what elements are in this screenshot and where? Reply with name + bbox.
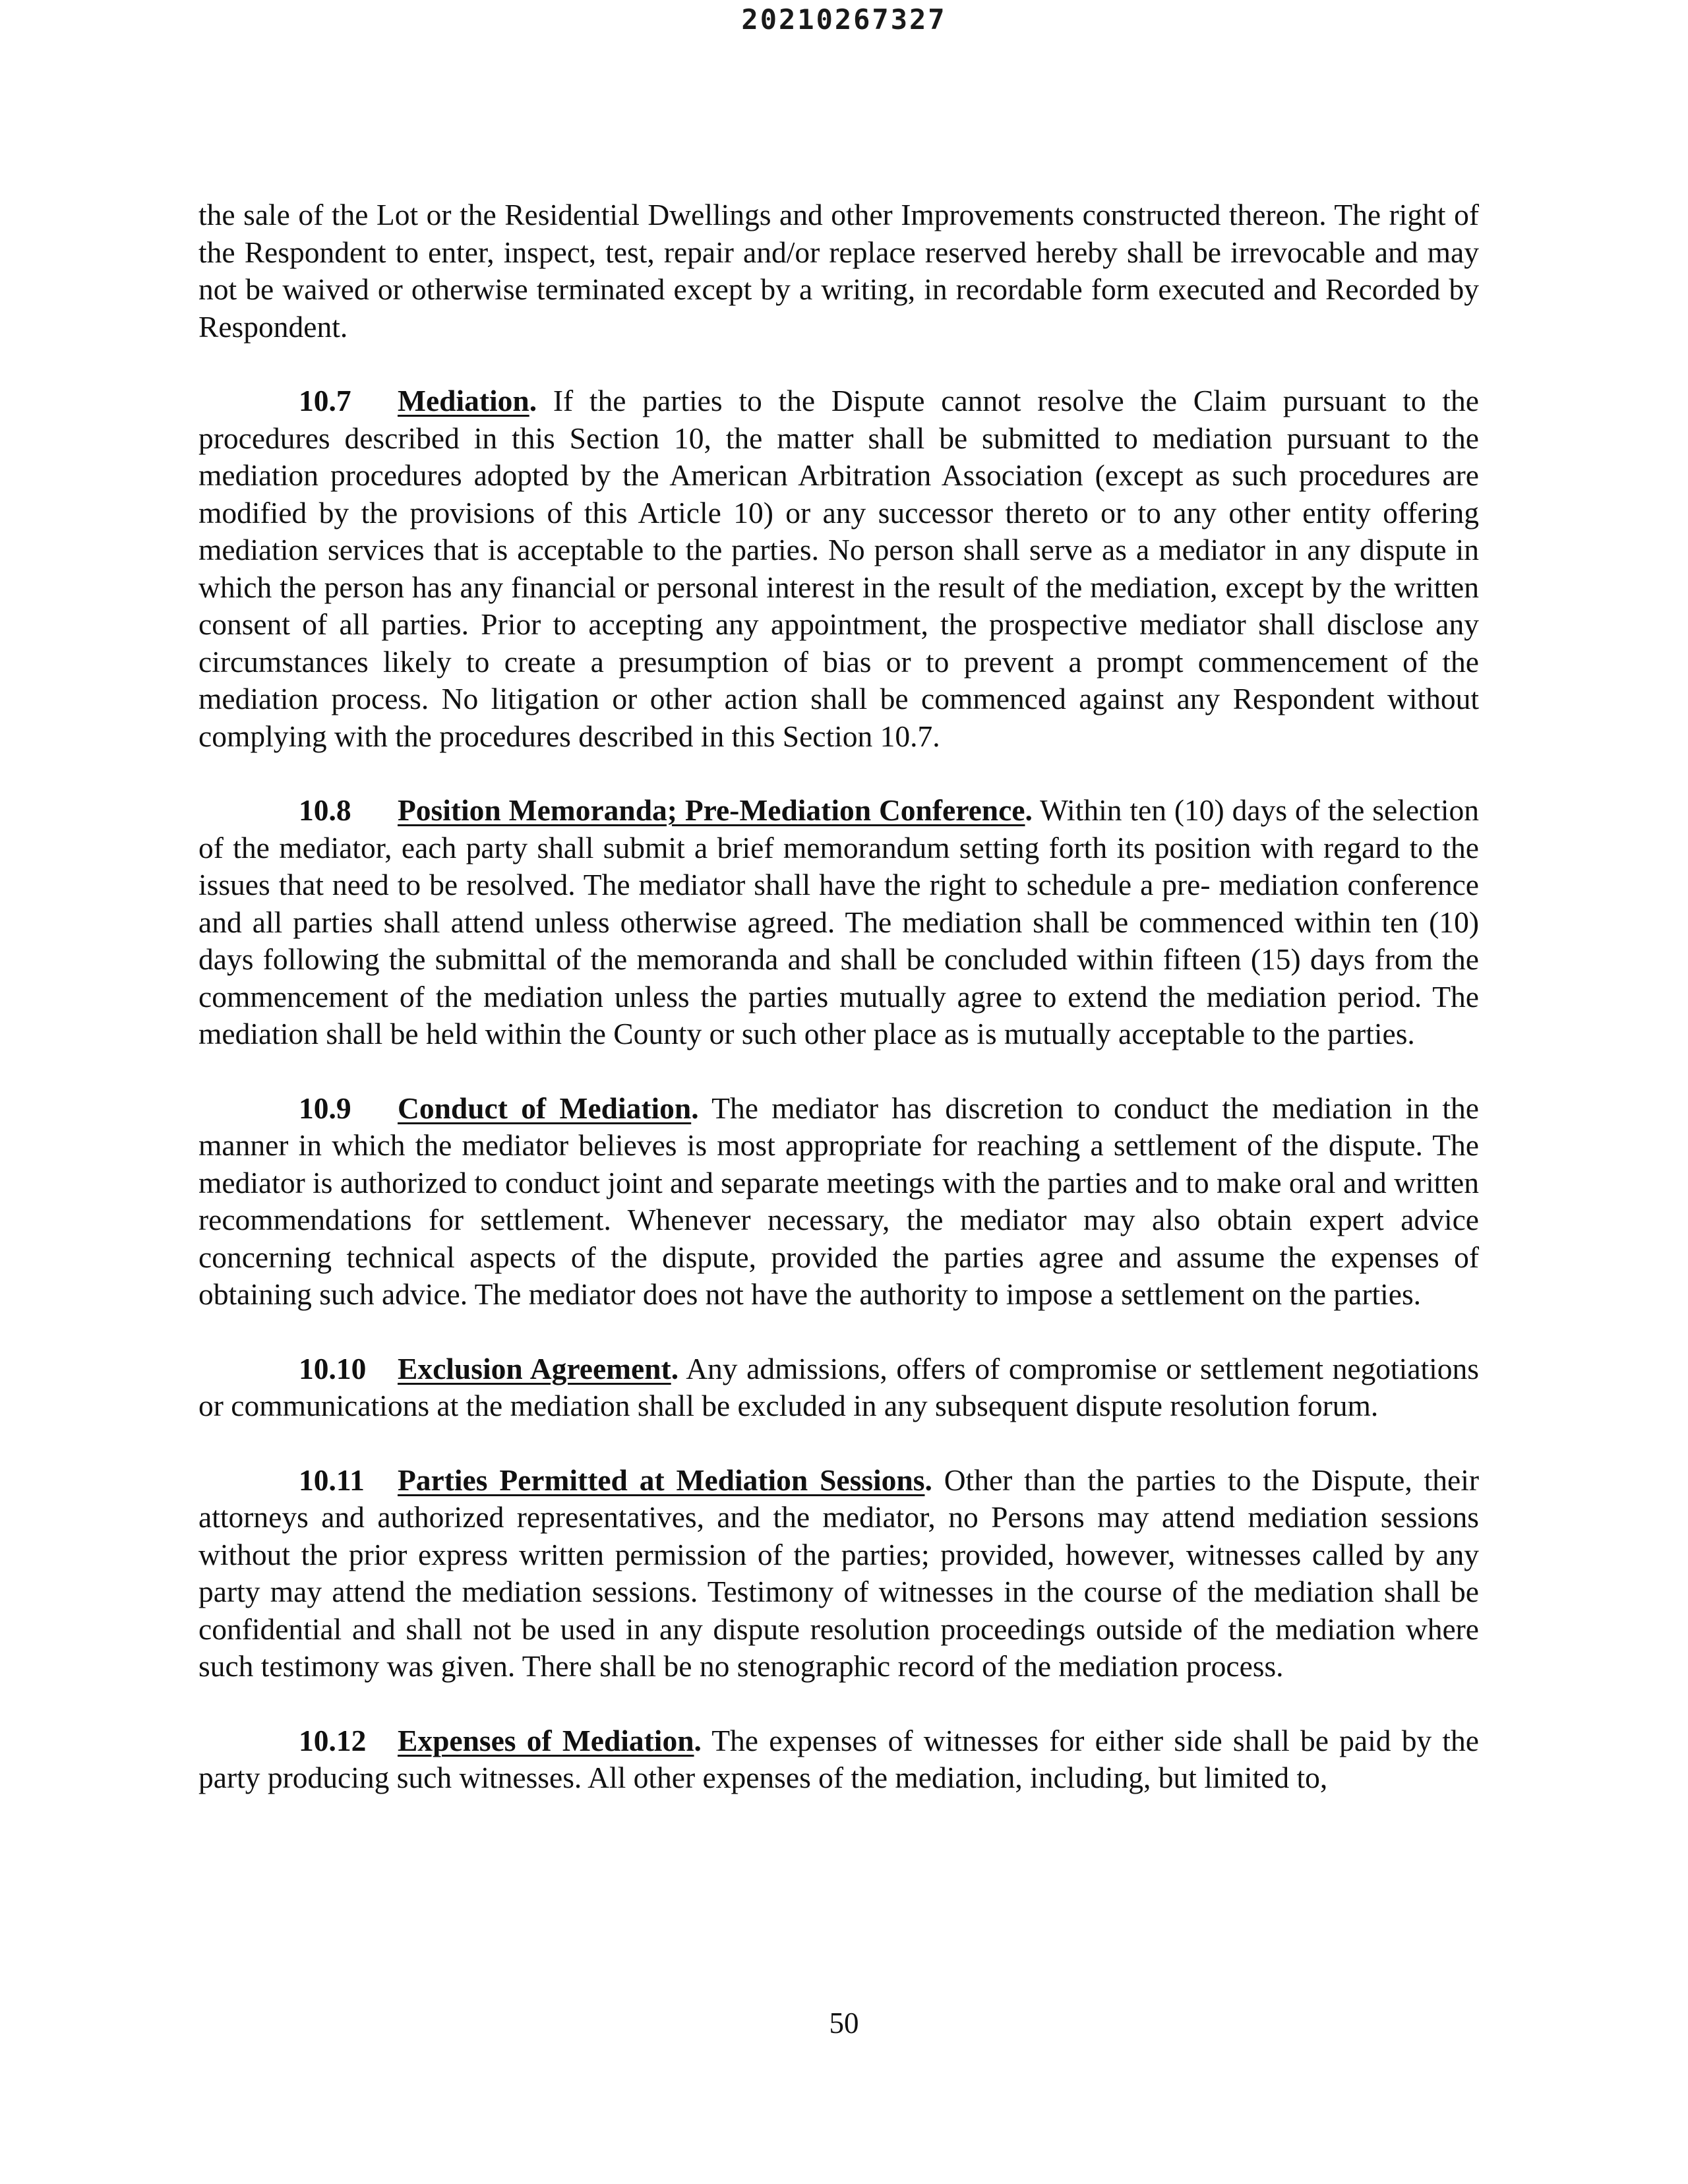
- page-body: [198, 197, 1479, 1834]
- section-10-12: 10.12 Expenses of Mediation. The expenses of witnesses for either side shall be paid by the party producing such witnesses. All other expenses of the mediation, including, but limited to,: [198, 1723, 1479, 1794]
- section-10-7: 10.7 Mediation. If the parties to the Dispute cannot resolve the Claim pursuant to the procedures described in this Section 10, the matter shall be submitted to mediation pursuant to the mediation procedures adopted by the American Arbitration Association (except as such procedures are modified by the provisions of this Article 10) or any successor thereto or to any other entity offering mediation services that is acceptable to the parties. No person shall serve as a mediator in any dispute in which the person has any financial or personal interest in the result of the mediation, except by the written consent of all parties. Prior to accepting any appointment, the prospective mediator shall disclose any circumstances likely to create a presumption of bias or to prevent a prompt commencement of the mediation process. No litigation or other action shall be commenced against any Respondent without complying with the procedures described in this Section 10.7.: [198, 384, 1479, 753]
- section-number: 10.9: [299, 1091, 351, 1125]
- document-number: 20210267327: [741, 3, 947, 36]
- section-text: Within ten (10) days of the selection of the mediator, each party shall submit a brief memorandum setting forth its position with regard to the issues that need to be resolved. The mediator shall have the right to schedule a pre- mediation conference and all parties shall attend unless otherwise agreed. The mediation shall be commenced within ten (10) days following the submittal of the memoranda and shall be concluded within fifteen (15) days from the commencement of the mediation unless the parties mutually agree to extend the mediation period. The mediation shall be held within the County or such other place as is mutually acceptable to the parties.: [198, 793, 1479, 1050]
- section-number: 10.7: [299, 384, 351, 417]
- section-text: Any admissions, offers of compromise or settlement negotiations or communications at the mediation shall be excluded in any subsequent dispute resolution forum.: [198, 1351, 1480, 1422]
- section-10-9: 10.9 Conduct of Mediation. The mediator has discretion to conduct the mediation in the manner in which the mediator believes is most appropriate for reaching a settlement of the dispute. The mediator is authorized to conduct joint and separate meetings with the parties and to make oral and written recommendations for settlement. Whenever necessary, the mediator may also obtain expert advice concerning technical aspects of the dispute, provided the parties agree and assume the expenses of obtaining such advice. The mediator does not have the authority to impose a settlement on the parties.: [198, 1091, 1479, 1311]
- section-title: Conduct of Mediation: [398, 1091, 692, 1125]
- section-number: 10.10: [299, 1351, 367, 1385]
- section-number: 10.12: [299, 1723, 367, 1757]
- section-text: The mediator has discretion to conduct the mediation in the manner in which the mediator believes is most appropriate for reaching a settlement of the dispute. The mediator is authorized to conduct joint and separate meetings with the parties and to make oral and written recommendations for settlement. Whenever necessary, the mediator may also obtain expert advice concerning technical aspects of the dispute, provided the parties agree and assume the expenses of obtaining such advice. The mediator does not have the authority to impose a settlement on the parties.: [198, 1091, 1479, 1311]
- intro-paragraph: the sale of the Lot or the Residential Dwellings and other Improvements constructed thereon. The right of the Respondent to enter, inspect, test, repair and/or replace reserved hereby shall be irrevocable and may not be waived or otherwise terminated except by a writing, in recordable form executed and Recorded by Respondent.: [198, 198, 1479, 344]
- section-text: Other than the parties to the Dispute, their attorneys and authorized representatives, and the mediator, no Persons may attend mediation sessions without the prior express written permission of the parties; provided, however, witnesses called by any party may attend the mediation sessions. Testimony of witnesses in the course of the mediation shall be confidential and shall not be used in any dispute resolution proceedings outside of the mediation where such testimony was given. There shall be no stenographic record of the mediation process.: [198, 1463, 1480, 1683]
- section-title: Expenses of Mediation: [398, 1723, 694, 1757]
- section-10-8: 10.8 Position Memoranda; Pre-Mediation Conference. Within ten (10) days of the selection of the mediator, each party shall submit a brief memorandum setting forth its position with regard to the issues that need to be resolved. The mediator shall have the right to schedule a pre- mediation conference and all parties shall attend unless otherwise agreed. The mediation shall be commenced within ten (10) days following the submittal of the memoranda and shall be concluded within fifteen (15) days from the commencement of the mediation unless the parties mutually agree to extend the mediation period. The mediation shall be held within the County or such other place as is mutually acceptable to the parties.: [198, 793, 1479, 1050]
- section-text: If the parties to the Dispute cannot resolve the Claim pursuant to the procedures described in this Section 10, the matter shall be submitted to mediation pursuant to the mediation procedures adopted by the American Arbitration Association (except as such procedures are modified by the provisions of this Article 10) or any successor thereto or to any other entity offering mediation services that is acceptable to the parties. No person shall serve as a mediator in any dispute in which the person has any financial or personal interest in the result of the mediation, except by the written consent of all parties. Prior to accepting any appointment, the prospective mediator shall disclose any circumstances likely to create a presumption of bias or to prevent a prompt commencement of the mediation process. No litigation or other action shall be commenced against any Respondent without complying with the procedures described in this Section 10.7.: [198, 384, 1479, 753]
- section-title: Mediation: [398, 384, 529, 417]
- section-number: 10.11: [299, 1463, 365, 1497]
- section-number: 10.8: [299, 793, 351, 827]
- section-title: Position Memoranda; Pre-Mediation Conference: [398, 793, 1025, 827]
- section-title: Parties Permitted at Mediation Sessions: [398, 1463, 925, 1497]
- section-title: Exclusion Agreement: [398, 1351, 671, 1385]
- section-10-10: 10.10 Exclusion Agreement. Any admissions, offers of compromise or settlement negotiations or communications at the mediation shall be excluded in any subsequent dispute resolution forum.: [198, 1351, 1480, 1422]
- page-number: 50: [829, 2007, 859, 2040]
- section-text: The expenses of witnesses for either side shall be paid by the party producing such witnesses. All other expenses of the mediation, including, but limited to,: [198, 1723, 1479, 1794]
- section-10-11: 10.11 Parties Permitted at Mediation Sessions. Other than the parties to the Dispute, their attorneys and authorized representatives, and the mediator, no Persons may attend mediation sessions without the prior express written permission of the parties; provided, however, witnesses called by any party may attend the mediation sessions. Testimony of witnesses in the course of the mediation shall be confidential and shall not be used in any dispute resolution proceedings outside of the mediation where such testimony was given. There shall be no stenographic record of the mediation process.: [198, 1463, 1480, 1683]
